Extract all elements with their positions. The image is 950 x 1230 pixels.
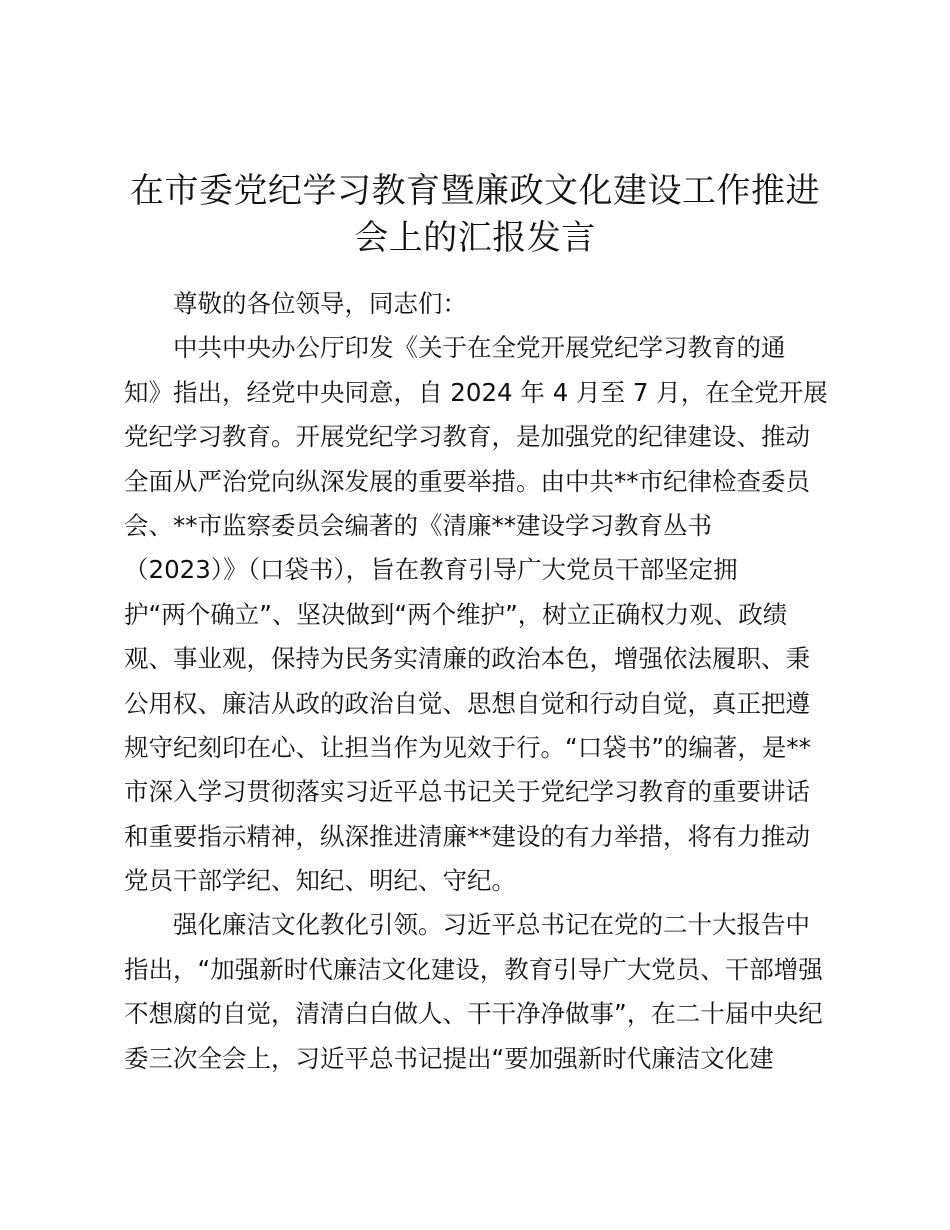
paragraph-1-line: 中共中央办公厅印发《关于在全党开展党纪学习教育的通 bbox=[173, 333, 786, 363]
paragraph-2-line: 强化廉洁文化教化引领。习近平总书记在党的二十大报告中 bbox=[173, 910, 810, 940]
paragraph-1-line: 会、**市监察委员会编著的《清廉**建设学习教育丛书 bbox=[124, 510, 712, 540]
paragraph-2-line: 委三次全会上，习近平总书记提出“要加强新时代廉洁文化建 bbox=[124, 1043, 774, 1073]
paragraph-1-line: 公用权、廉洁从政的政治自觉、思想自觉和行动自觉，真正把遵 bbox=[124, 688, 810, 718]
paragraph-1-line: 规守纪刻印在心、让担当作为见效于行。“口袋书”的编著，是** bbox=[124, 732, 811, 762]
paragraph-1-line: 观、事业观，保持为民务实清廉的政治本色，增强依法履职、秉 bbox=[124, 644, 810, 674]
paragraph-2-line: 指出，“加强新时代廉洁文化建设，教育引导广大党员、干部增强 bbox=[124, 954, 823, 984]
paragraph-1-line: 市深入学习贯彻落实习近平总书记关于党纪学习教育的重要讲话 bbox=[124, 777, 810, 807]
paragraph-2 bbox=[124, 903, 834, 1081]
paragraph-1-line: 党纪学习教育。开展党纪学习教育，是加强党的纪律建设、推动 bbox=[124, 422, 810, 452]
salutation: 尊敬的各位领导，同志们： bbox=[173, 289, 467, 318]
paragraph-1-line: 党员干部学纪、知纪、明纪、守纪。 bbox=[124, 866, 516, 896]
document-body bbox=[124, 282, 834, 1081]
paragraph-1-line: 和重要指示精神，纵深推进清廉**建设的有力举措，将有力推动 bbox=[124, 821, 810, 851]
paragraph-1-line: 全面从严治党向纵深发展的重要举措。由中共**市纪律检查委员 bbox=[124, 466, 810, 496]
paragraph-1-line: 知》指出，经党中央同意，自 2024 年 4 月至 7 月，在全党开展 bbox=[124, 377, 828, 407]
title-line-2: 会上的汇报发言 bbox=[354, 218, 596, 258]
paragraph-1-line: 护“两个确立”、坚决做到“两个维护”，树立正确权力观、政绩 bbox=[124, 599, 788, 629]
title-line-1: 在市委党纪学习教育暨廉政文化建设工作推进 bbox=[130, 171, 820, 211]
paragraph-1 bbox=[124, 326, 834, 903]
paragraph-1-line: （2023）》（口袋书），旨在教育引导广大党员干部坚定拥 bbox=[124, 555, 738, 585]
paragraph-2-line: 不想腐的自觉，清清白白做人、干干净净做事”，在二十届中央纪 bbox=[124, 999, 823, 1029]
document-title bbox=[120, 168, 830, 262]
